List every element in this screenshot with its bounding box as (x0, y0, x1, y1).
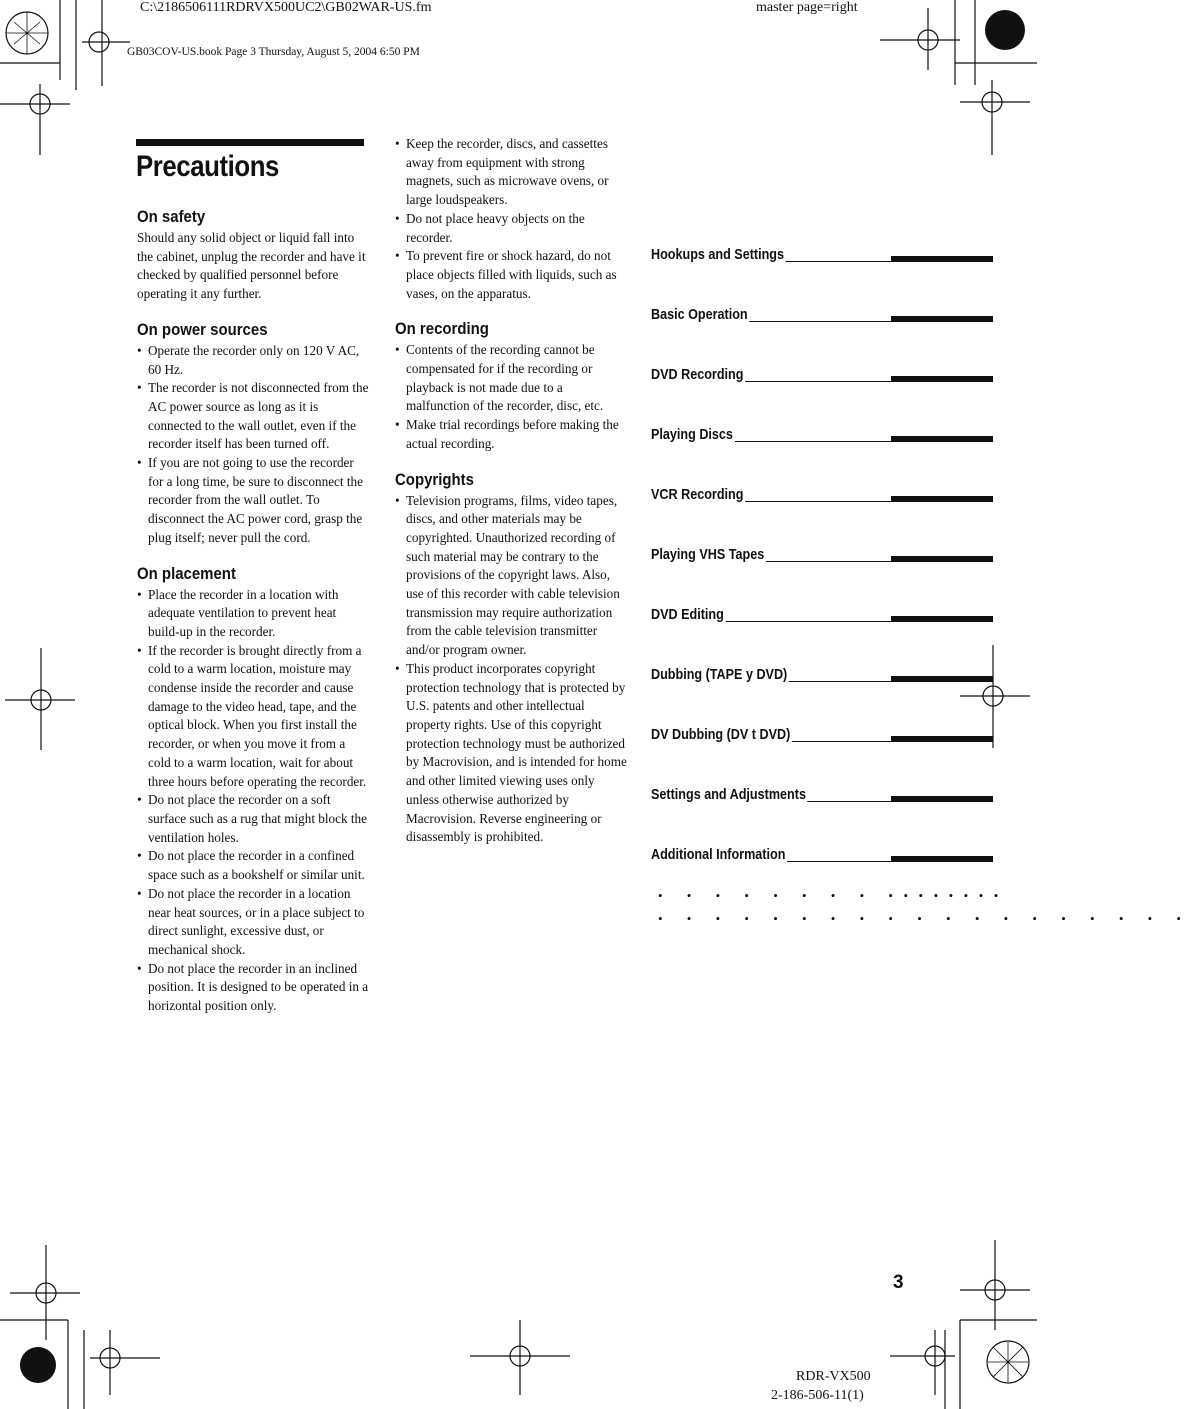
toc-tab (891, 796, 993, 802)
list-item: • Do not place the recorder on a soft surface such as a rug that might block the ventilation holes. (137, 791, 369, 847)
toc-entry[interactable] (651, 426, 993, 486)
list-item: • Contents of the recording cannot be compensated for if the recording or playback is not made due to a malfunction of the recorder, disc, etc. (395, 341, 627, 416)
page-title: Precautions (136, 150, 279, 183)
toc-label: Hookups and Settings (651, 246, 785, 263)
section-text: Should any solid object or liquid fall into the cabinet, unplug the recorder and have it checked by qualified personnel before operating it any further. (137, 230, 366, 302)
toc-label: Dubbing (TAPE y DVD) (651, 666, 788, 683)
toc-entry[interactable] (651, 786, 993, 846)
toc-label: VCR Recording (651, 486, 744, 503)
toc-label: DVD Recording (651, 366, 744, 383)
section-placement (137, 564, 369, 1016)
section-heading: On recording (395, 319, 489, 339)
file-path: C:\2186506111RDRVX500UC2\GB02WAR-US.fm (140, 0, 432, 15)
toc-label: Settings and Adjustments (651, 786, 806, 803)
toc-entry[interactable] (651, 366, 993, 426)
toc-entry[interactable] (651, 486, 993, 546)
toc-label: DV Dubbing (DV t DVD) (651, 726, 791, 743)
list-item: • If you are not going to use the recorder for a long time, be sure to disconnect the recorder from the wall outlet. To disconnect the AC power cord, grasp the plug itself; never pull the cord. (137, 454, 369, 548)
book-info: GB03COV-US.book Page 3 Thursday, August 5, 2004 6:50 PM (127, 46, 420, 58)
toc-entry[interactable] (651, 306, 993, 366)
registration-dot-icon (985, 10, 1025, 50)
toc-tab (891, 736, 993, 742)
toc-label: Playing VHS Tapes (651, 546, 765, 563)
list-item: • Do not place the recorder in an inclined position. It is designed to be operated in a horizontal position only. (137, 960, 369, 1016)
page-number: 3 (893, 1272, 904, 1293)
toc-tab (891, 316, 993, 322)
registration-dot-icon (20, 1347, 56, 1383)
list-item: • Operate the recorder only on 120 V AC, 60 Hz. (137, 342, 369, 379)
section-heading: Copyrights (395, 469, 474, 489)
section-placement-continued (395, 135, 627, 303)
toc-tab (891, 436, 993, 442)
list-item: • The recorder is not disconnected from the AC power source as long as it is connected to the wall outlet, even if the recorder itself has been turned off. (137, 379, 369, 454)
toc-label: Basic Operation (651, 306, 748, 323)
list-item: • If the recorder is brought directly from a cold to a warm location, moisture may condense inside the recorder and cause damage to the video head, tape, and the optical block. When you first install the recorder, or when you move it from a cold to a warm location, wait for about three hours before operating the recorder. (137, 642, 369, 792)
list-item: • Place the recorder in a location with adequate ventilation to prevent heat build-up in the recorder. (137, 586, 369, 642)
toc-tab (891, 676, 993, 682)
toc-entry[interactable] (651, 726, 993, 786)
part-number: 2-186-506-11(1) (771, 1388, 864, 1403)
toc-tab (891, 256, 993, 262)
toc-label: Additional Information (651, 846, 786, 863)
section-recording (395, 319, 627, 453)
section-heading: On safety (137, 207, 206, 226)
title-rule (136, 139, 364, 146)
toc-entry[interactable] (651, 606, 993, 666)
toc-tab (891, 496, 993, 502)
dot-row: • • • • • • • • •••••••• (658, 888, 1009, 903)
list-item: • This product incorporates copyright protection technology that is protected by U.S. patents and other intellectual property rights. Use of this copyright protection technology must be authorized by Macrovision, and is intended for home and other limited viewing uses only unless otherwise authorized by Macrovision. Reverse engineering or disassembly is prohibited. (395, 660, 627, 847)
list-item: • Make trial recordings before making the actual recording. (395, 416, 627, 453)
toc-entry[interactable] (651, 246, 993, 306)
left-column (137, 207, 369, 1032)
toc-tab (891, 856, 993, 862)
toc-entry[interactable] (651, 666, 993, 726)
toc-entry[interactable] (651, 546, 993, 606)
section-copyrights (395, 470, 627, 847)
list-item: • Do not place heavy objects on the recorder. (395, 210, 627, 247)
toc-label: DVD Editing (651, 606, 724, 623)
dot-row: • • • • • • • • • • • • • • • • • • • (658, 911, 1191, 926)
list-item: • Do not place the recorder in a location near heat sources, or in a place subject to direct sunlight, excessive dust, or mechanical shock. (137, 885, 369, 960)
section-heading: On placement (137, 563, 236, 583)
middle-column (395, 135, 627, 863)
list-item: • To prevent fire or shock hazard, do not place objects filled with liquids, such as vases, on the apparatus. (395, 247, 627, 303)
toc-tab (891, 616, 993, 622)
section-heading: On power sources (137, 319, 268, 339)
toc-tab (891, 556, 993, 562)
list-item: • Television programs, films, video tapes, discs, and other materials may be copyrighted. Unauthorized recording of such material may be contrary to the provisions of the copyright laws. Also, use of this recorder with cable television transmission may require authorization from the cable television transmitter and/or program owner. (395, 492, 627, 660)
list-item: • Keep the recorder, discs, and cassettes away from equipment with strong magnets, such as microwave ovens, or large loudspeakers. (395, 135, 627, 210)
toc-label: Playing Discs (651, 426, 733, 443)
section-safety (137, 207, 369, 304)
model-number: RDR-VX500 (796, 1369, 871, 1384)
list-item: • Do not place the recorder in a confined space such as a bookshelf or similar unit. (137, 847, 369, 884)
section-index (651, 246, 993, 906)
master-page-label: master page=right (756, 0, 858, 15)
toc-tab (891, 376, 993, 382)
section-power (137, 320, 369, 548)
